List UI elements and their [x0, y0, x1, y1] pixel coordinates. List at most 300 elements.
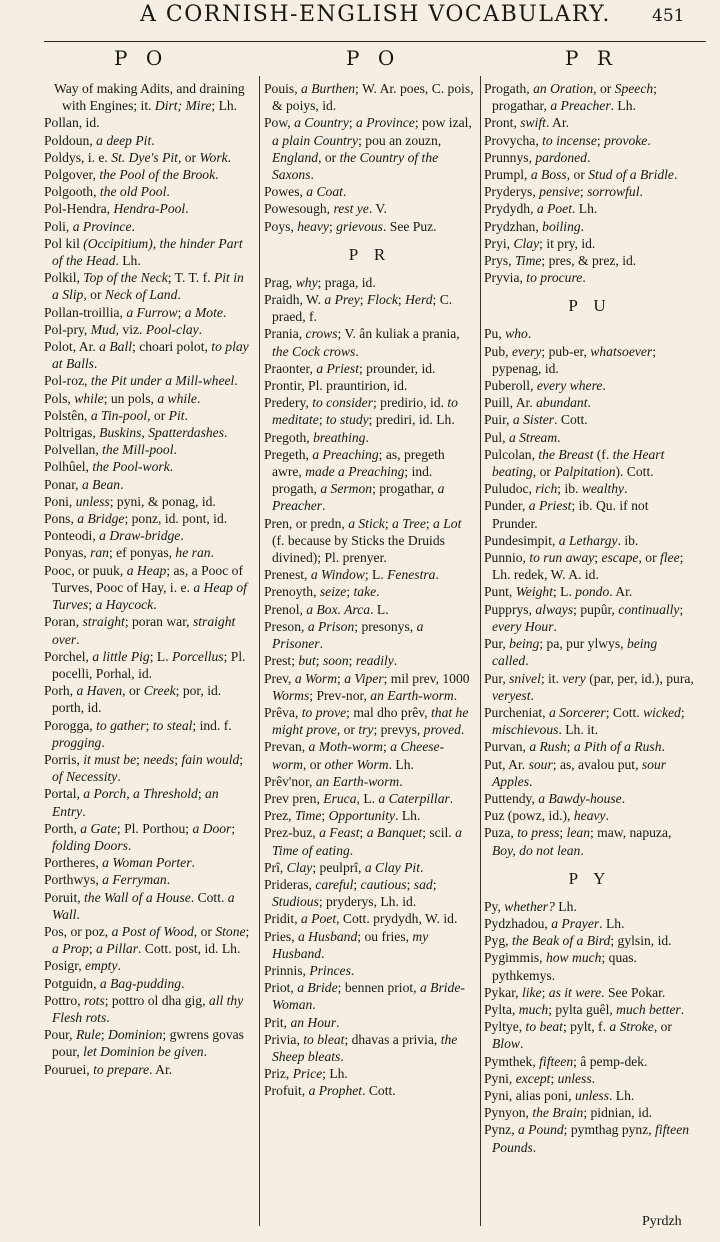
- entry-text: .: [181, 975, 185, 991]
- entry-gloss: that he might prove: [272, 704, 469, 738]
- entry-gloss: a Poet: [301, 911, 337, 927]
- entry-text: Prêva,: [264, 704, 302, 720]
- entry-text: .: [106, 1009, 110, 1025]
- entry-gloss: pensive: [539, 184, 580, 200]
- entry-text: .: [224, 425, 228, 441]
- dictionary-entry: [484, 252, 696, 269]
- dictionary-entry: [484, 790, 696, 807]
- dictionary-entry: [484, 1018, 696, 1052]
- entry-text: .: [198, 321, 203, 337]
- entry-text: Portheres,: [44, 855, 103, 871]
- dictionary-entry: [484, 670, 696, 704]
- entry-gloss: a Province: [356, 115, 415, 131]
- entry-text: Pren, or predn,: [264, 515, 349, 531]
- entry-gloss: Time: [514, 253, 542, 269]
- entry-text: Pundesimpit,: [484, 532, 559, 548]
- dictionary-entry: [44, 321, 252, 338]
- entry-text: ;: [88, 597, 96, 613]
- entry-gloss: a Prey: [324, 292, 360, 308]
- entry-text: Pryderys,: [484, 184, 540, 200]
- entry-gloss: to steal: [152, 717, 193, 733]
- entry-gloss: a Lot: [433, 515, 462, 531]
- entry-gloss: an Earth-worm: [370, 687, 454, 703]
- entry-text: ; progathar,: [372, 481, 438, 497]
- column-1-heading: P O: [114, 46, 169, 70]
- entry-gloss: a Cheese-worm: [272, 739, 445, 772]
- entry-text: .: [177, 287, 181, 303]
- entry-text: .: [101, 734, 105, 750]
- entry-gloss: boiling: [542, 218, 581, 234]
- entry-gloss: Worms: [272, 687, 310, 703]
- entry-text: ;: [315, 653, 323, 669]
- entry-gloss: a Post of Wood: [111, 923, 194, 939]
- entry-text: ; pub-er,: [541, 343, 591, 359]
- dictionary-entry: [264, 80, 476, 114]
- entry-text: .: [117, 958, 121, 974]
- dictionary-entry: [484, 532, 696, 549]
- dictionary-entry: [44, 372, 252, 389]
- dictionary-entry: [484, 984, 696, 1001]
- entry-text: . Lh.: [609, 1087, 635, 1103]
- entry-text: ;: [348, 115, 357, 131]
- entry-text: ; pres, & prez, id.: [541, 253, 637, 269]
- entry-text: , or: [566, 167, 589, 183]
- entry-gloss: a Stick: [348, 515, 385, 531]
- dictionary-entry: [44, 304, 252, 321]
- column-3: [484, 80, 696, 1156]
- entry-text: Polot, Ar.: [44, 339, 100, 355]
- entry-gloss: who: [505, 326, 528, 342]
- entry-gloss: readily: [355, 653, 394, 669]
- entry-text: ;: [88, 941, 97, 957]
- entry-text: ; prediri, id. Lh.: [368, 412, 455, 428]
- entry-text: ;: [559, 825, 567, 841]
- entry-gloss: Creek: [143, 683, 176, 699]
- entry-text: , or: [177, 149, 200, 165]
- dictionary-entry: [54, 80, 252, 114]
- entry-gloss: a Burthen: [301, 81, 356, 96]
- entry-text: , or: [336, 722, 359, 738]
- entry-text: .: [93, 356, 98, 372]
- dictionary-entry: [44, 441, 252, 458]
- entry-text: Prî,: [264, 859, 287, 875]
- entry-gloss: a Priest: [316, 360, 359, 376]
- entry-gloss: while: [74, 390, 104, 406]
- entry-gloss: being called: [492, 636, 658, 669]
- entry-text: Ponteodi,: [44, 528, 100, 544]
- entry-gloss: Neck of Land: [104, 287, 178, 303]
- entry-gloss: the Sheep bleats: [272, 1031, 458, 1064]
- entry-gloss: a deep Pit: [96, 132, 152, 148]
- entry-gloss: the Pool of the Brook: [99, 167, 216, 183]
- entry-text: ; Lh. redek, W. A. id.: [492, 550, 684, 583]
- entry-text: Prontir, Pl. prauntirion, id.: [264, 378, 408, 394]
- entry-gloss: escape: [601, 550, 639, 566]
- entry-text: .: [602, 378, 606, 394]
- entry-text: . Lh.: [395, 808, 421, 824]
- dictionary-entry: [264, 618, 476, 652]
- entry-text: ; ou fries,: [357, 928, 413, 944]
- entry-gloss: to incense: [542, 132, 597, 148]
- entry-text: ; it pry, id.: [539, 235, 596, 251]
- entry-gloss: pondo: [575, 584, 610, 600]
- entry-gloss: a Stream: [508, 429, 558, 445]
- entry-text: Poli,: [44, 218, 73, 234]
- entry-gloss: swift: [520, 115, 546, 131]
- entry-gloss: why: [295, 274, 318, 290]
- header-rule: [44, 41, 706, 42]
- dictionary-entry: [484, 824, 696, 858]
- entry-text: ; mal dho prêv,: [346, 704, 431, 720]
- entry-text: Pymthek,: [484, 1053, 540, 1069]
- entry-text: ; ponz, id. pont, id.: [124, 511, 228, 527]
- entry-gloss: take: [353, 584, 377, 600]
- entry-text: , or: [318, 149, 340, 165]
- entry-gloss: a Door: [192, 820, 232, 836]
- entry-text: .: [340, 1048, 344, 1064]
- dictionary-entry: [44, 493, 252, 510]
- entry-gloss: of Necessity: [52, 769, 118, 785]
- entry-text: ;: [359, 825, 367, 841]
- dictionary-entry: [44, 992, 252, 1026]
- entry-text: Puberoll,: [484, 378, 537, 394]
- entry-gloss: a Draw-bridge: [99, 528, 181, 544]
- dictionary-entry: [264, 114, 476, 183]
- entry-text: Poldoun,: [44, 132, 97, 148]
- entry-gloss: to study: [326, 412, 369, 428]
- entry-text: .: [639, 184, 643, 200]
- dictionary-entry: [264, 325, 476, 359]
- entry-gloss: sour: [528, 756, 553, 772]
- dictionary-entry: [264, 1014, 476, 1031]
- entry-gloss: a Poet: [536, 201, 572, 217]
- entry-text: Prideras,: [264, 876, 316, 892]
- entry-text: Polgover,: [44, 167, 100, 183]
- dictionary-entry: [44, 957, 252, 974]
- entry-text: , viz.: [115, 321, 146, 337]
- dictionary-entry: [264, 291, 476, 325]
- entry-gloss: seize: [319, 584, 347, 600]
- entry-text: ; pymthag pynz,: [563, 1122, 656, 1138]
- dictionary-entry: [484, 1001, 696, 1018]
- entry-gloss: a Bride-Woman: [272, 980, 465, 1013]
- entry-gloss: snivel: [509, 670, 541, 686]
- entry-gloss: a Stroke: [609, 1019, 654, 1035]
- dictionary-entry: [264, 446, 476, 515]
- dictionary-entry: [264, 928, 476, 962]
- entry-gloss: to run away: [529, 550, 595, 566]
- entry-text: .: [532, 1139, 537, 1155]
- entry-gloss: a Caterpillar: [378, 790, 450, 806]
- entry-text: . Ar.: [545, 115, 569, 131]
- entry-gloss: a Prison: [307, 618, 355, 634]
- entry-text: Pries,: [264, 928, 298, 944]
- entry-gloss: mischievous: [492, 722, 559, 738]
- entry-gloss: to press: [517, 825, 560, 841]
- entry-gloss: Stud of a Bridle: [588, 167, 674, 183]
- entry-text: , or: [193, 923, 216, 939]
- dictionary-entry: [44, 854, 252, 871]
- entry-text: ; gwrens govas pour,: [52, 1027, 244, 1060]
- entry-text: .: [312, 997, 316, 1013]
- entry-text: Punt,: [484, 584, 516, 600]
- dictionary-entry: [264, 876, 476, 910]
- dictionary-entry: [44, 235, 252, 269]
- entry-text: Prevan,: [264, 739, 309, 755]
- entry-gloss: unless: [75, 493, 110, 509]
- dictionary-entry: [44, 183, 252, 200]
- entry-gloss: grievous: [336, 218, 383, 234]
- entry-text: .: [449, 790, 454, 806]
- entry-text: Put, Ar.: [484, 756, 529, 772]
- entry-gloss: a Pith of a Rush: [573, 739, 662, 755]
- dictionary-entry: [484, 1070, 696, 1087]
- entry-text: .: [322, 498, 326, 514]
- entry-text: Pol-roz,: [44, 373, 91, 389]
- dictionary-entry: [264, 377, 476, 394]
- entry-text: Preson,: [264, 618, 308, 634]
- entry-text: Pons,: [44, 511, 78, 527]
- entry-gloss: Herd: [405, 292, 433, 308]
- entry-text: ; pottro ol dha gig,: [104, 992, 209, 1008]
- entry-text: Pol kil: [44, 235, 84, 251]
- dictionary-entry: [484, 411, 696, 428]
- entry-text: Prez,: [264, 808, 295, 824]
- entry-gloss: heavy: [573, 808, 606, 824]
- entry-text: Pul,: [484, 429, 509, 445]
- entry-text: ; it.: [540, 670, 563, 686]
- entry-text: .: [680, 1001, 685, 1017]
- entry-text: Porthwys,: [44, 872, 103, 888]
- entry-text: ;: [566, 739, 574, 755]
- entry-text: Pyni, alias poni,: [484, 1087, 576, 1103]
- entry-gloss: Stone: [215, 923, 246, 939]
- entry-text: ;: [680, 704, 685, 720]
- entry-text: Poltrigas,: [44, 425, 100, 441]
- entry-text: Polvellan,: [44, 442, 103, 458]
- entry-text: , Cott. prydydh, W. id.: [336, 911, 458, 927]
- entry-text: Pyg,: [484, 933, 512, 949]
- dictionary-entry: [484, 915, 696, 932]
- dictionary-entry: [484, 1053, 696, 1070]
- entry-gloss: ran: [90, 545, 109, 561]
- entry-gloss: (Occipitium), the hinder Part of the Head: [52, 235, 243, 269]
- dictionary-entry: [44, 476, 252, 493]
- entry-text: ; as, a Pooc of Turves, Pooc of Hay, i. e.: [52, 562, 243, 595]
- entry-text: Ponar,: [44, 476, 82, 492]
- entry-text: Prunnys,: [484, 149, 536, 165]
- entry-gloss: he ran: [175, 545, 211, 561]
- entry-text: ;: [679, 601, 684, 617]
- dictionary-entry: [44, 544, 252, 561]
- page-number: 451: [652, 6, 685, 26]
- entry-gloss: a Sorcerer: [548, 704, 606, 720]
- entry-text: . L.: [370, 601, 389, 617]
- entry-gloss: cautious: [360, 876, 407, 892]
- entry-gloss: careful: [315, 876, 354, 892]
- entry-gloss: empty: [85, 958, 118, 974]
- entry-gloss: Weight: [515, 584, 553, 600]
- entry-text: . Cott. post, id. Lh.: [138, 941, 241, 957]
- entry-text: Pur,: [484, 670, 510, 686]
- entry-text: ;: [594, 550, 602, 566]
- entry-text: Prenest,: [264, 567, 311, 583]
- entry-text: Powesough,: [264, 201, 334, 217]
- entry-gloss: progging: [52, 734, 102, 750]
- entry-text: ; pou an zouzn,: [358, 132, 442, 148]
- entry-gloss: a Bride: [297, 980, 338, 996]
- entry-gloss: made a Preaching: [305, 464, 405, 480]
- entry-text: Prumpl,: [484, 167, 531, 183]
- dictionary-entry: [264, 910, 476, 927]
- entry-text: ; scil.: [422, 825, 456, 841]
- entry-text: Pyltye,: [484, 1019, 526, 1035]
- entry-text: .: [605, 808, 609, 824]
- entry-gloss: a Ball: [99, 339, 133, 355]
- entry-text: Prydydh,: [484, 201, 537, 217]
- entry-text: Purvan,: [484, 739, 530, 755]
- entry-gloss: a Husband: [297, 928, 358, 944]
- entry-text: . See Puz.: [382, 218, 437, 234]
- entry-text: ;: [321, 808, 329, 824]
- entry-text: .: [151, 132, 155, 148]
- entry-gloss: Work: [199, 149, 228, 165]
- entry-text: Powes,: [264, 184, 307, 200]
- entry-text: Puz (powz, id.),: [484, 808, 574, 824]
- dictionary-entry: [484, 1121, 696, 1155]
- entry-text: ; pidnian, id.: [583, 1105, 653, 1121]
- entry-text: Purcheniat,: [484, 704, 549, 720]
- entry-text: Pos, or poz,: [44, 923, 112, 939]
- dictionary-entry: [44, 820, 252, 854]
- dictionary-entry: [44, 338, 252, 372]
- entry-text: .: [553, 618, 557, 634]
- dictionary-entry: [44, 717, 252, 751]
- entry-text: Pols,: [44, 390, 75, 406]
- entry-text: ; â pemp-dek.: [573, 1053, 648, 1069]
- dictionary-entry: [44, 390, 252, 407]
- entry-text: ;: [145, 717, 153, 733]
- dictionary-entry: [484, 269, 696, 286]
- entry-text: ;: [231, 820, 236, 836]
- page-title: A CORNISH-ENGLISH VOCABULARY.: [140, 2, 611, 27]
- entry-text: Poran,: [44, 614, 83, 630]
- entry-gloss: a Box. Arca: [306, 601, 371, 617]
- entry-text: Poni,: [44, 493, 76, 509]
- entry-gloss: whatsoever: [590, 343, 653, 359]
- entry-text: Pur,: [484, 636, 510, 652]
- entry-gloss: heavy: [297, 218, 329, 234]
- entry-text: Poys,: [264, 218, 298, 234]
- entry-text: ; as, pregeth awre,: [272, 446, 445, 480]
- entry-gloss: my Husband: [272, 928, 429, 961]
- entry-gloss: to prepare: [93, 1061, 150, 1077]
- entry-gloss: a Bag-pudding: [99, 975, 182, 991]
- entry-gloss: the Pool-work: [92, 459, 170, 475]
- entry-text: Predery,: [264, 395, 313, 411]
- entry-text: Prenol,: [264, 601, 307, 617]
- entry-gloss: the Country of the Saxons: [272, 149, 439, 183]
- entry-gloss: a Rush: [529, 739, 567, 755]
- entry-text: Polgooth,: [44, 184, 100, 200]
- entry-text: .: [319, 636, 323, 652]
- entry-text: Poruit,: [44, 889, 85, 905]
- entry-text: Pynz,: [484, 1122, 518, 1138]
- entry-gloss: St. Dye's Pit: [111, 149, 178, 165]
- entry-gloss: Flock: [366, 292, 398, 308]
- entry-text: ; ib.: [557, 481, 582, 497]
- entry-gloss: wicked: [643, 704, 681, 720]
- entry-text: Pol-Hendra,: [44, 201, 114, 217]
- entry-gloss: folding Doors: [52, 837, 128, 853]
- dictionary-entry: [484, 325, 696, 342]
- entry-text: .: [196, 390, 201, 406]
- entry-text: Porris,: [44, 751, 84, 767]
- entry-gloss: Price: [292, 1066, 323, 1082]
- dictionary-entry: [484, 497, 696, 531]
- entry-text: .: [153, 597, 157, 613]
- entry-gloss: a Bean: [81, 476, 121, 492]
- entry-text: ; un pols,: [103, 390, 158, 406]
- dictionary-entry: [44, 200, 252, 217]
- entry-gloss: a Preacher: [272, 481, 445, 514]
- entry-text: . See Pokar.: [601, 984, 666, 1000]
- entry-text: .: [321, 945, 325, 961]
- dictionary-entry: [264, 200, 476, 217]
- dictionary-entry: [44, 424, 252, 441]
- entry-gloss: every: [511, 343, 542, 359]
- entry-gloss: to beat: [525, 1019, 563, 1035]
- dictionary-entry: [264, 515, 476, 567]
- entry-text: Pynyon,: [484, 1105, 533, 1121]
- entry-text: , or: [653, 1019, 672, 1035]
- entry-text: .: [210, 545, 214, 561]
- entry-text: ;: [541, 984, 549, 1000]
- entry-gloss: a Mote: [184, 304, 223, 320]
- entry-gloss: pardoned: [535, 149, 587, 165]
- dictionary-entry: [44, 407, 252, 424]
- entry-text: .: [227, 149, 232, 165]
- entry-text: .: [527, 326, 532, 342]
- entry-gloss: the old Pool: [99, 184, 167, 200]
- entry-gloss: let Dominion be given: [83, 1044, 204, 1060]
- entry-gloss: Studious: [272, 894, 319, 910]
- entry-gloss: crows: [305, 326, 338, 342]
- entry-gloss: wealthy: [581, 481, 625, 497]
- entry-text: ; prevys,: [373, 722, 424, 738]
- entry-gloss: Rule: [75, 1027, 101, 1043]
- entry-gloss: fifteen: [539, 1053, 574, 1069]
- dictionary-entry: [44, 613, 252, 647]
- dictionary-entry: [44, 682, 252, 716]
- entry-text: .: [349, 842, 354, 858]
- dictionary-entry: [484, 132, 696, 149]
- entry-text: Pouis,: [264, 81, 302, 96]
- entry-text: Pygimmis,: [484, 950, 546, 966]
- dictionary-entry: [264, 583, 476, 600]
- entry-gloss: a Haycock: [95, 597, 154, 613]
- entry-text: . Ar.: [149, 1061, 173, 1077]
- dictionary-entry: [484, 343, 696, 377]
- entry-gloss: a Bawdy-house: [538, 790, 622, 806]
- dictionary-entry: [264, 773, 476, 790]
- dictionary-entry: [484, 166, 696, 183]
- entry-text: Pub,: [484, 343, 512, 359]
- entry-gloss: every where: [536, 378, 603, 394]
- entry-text: , or: [83, 287, 105, 303]
- entry-text: Profuit,: [264, 1083, 309, 1099]
- entry-gloss: Palpitation: [554, 464, 616, 480]
